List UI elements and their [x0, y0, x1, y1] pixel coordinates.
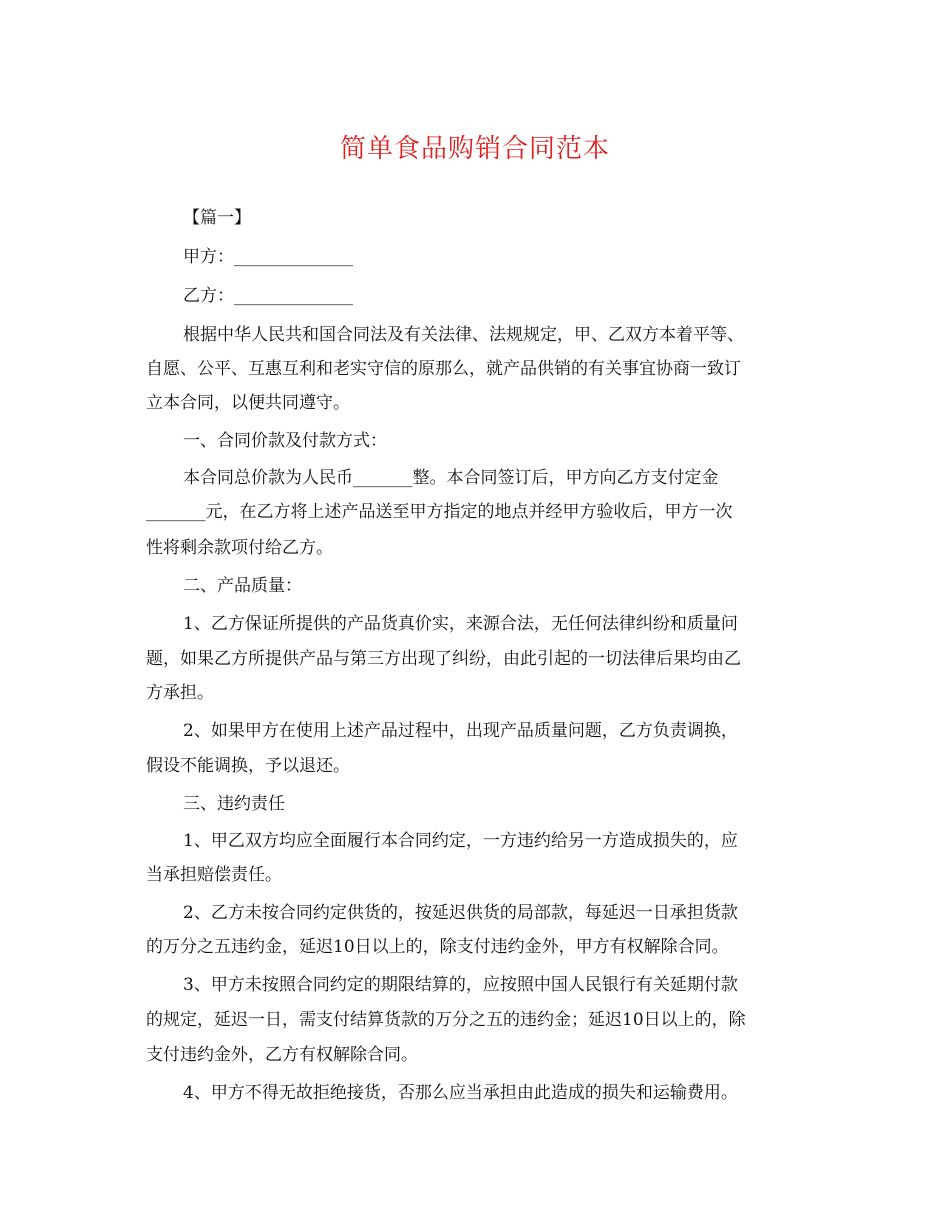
- paragraph-line: 性将剩余款项付给乙方。: [146, 538, 333, 558]
- paragraph-line: 当承担赔偿责任。: [146, 865, 282, 885]
- clause-heading-price: 一、合同价款及付款方式：: [183, 431, 387, 451]
- paragraph-line: 立本合同，以便共同遵守。: [146, 393, 350, 413]
- document-title: 简单食品购销合同范本: [339, 134, 610, 164]
- paragraph-line: 1、甲乙双方均应全面履行本合同约定，一方违约给另一方造成损失的，应: [183, 831, 738, 851]
- party-b-line: 乙方：______________: [183, 286, 353, 306]
- paragraph-line: 的规定，延迟一日，需支付结算货款的万分之五的违约金；延迟10日以上的，除: [146, 1010, 746, 1030]
- paragraph-line: 方承担。: [146, 683, 214, 703]
- paragraph-line: 本合同总价款为人民币_______整。本合同签订后，甲方向乙方支付定金: [183, 468, 719, 488]
- paragraph-line: 自愿、公平、互惠互利和老实守信的原那么，就产品供销的有关事宜协商一致订: [146, 359, 741, 379]
- paragraph-line: 2、如果甲方在使用上述产品过程中，出现产品质量问题，乙方负责调换，: [183, 721, 738, 741]
- paragraph-line: 4、甲方不得无故拒绝接货，否那么应当承担由此造成的损失和运输费用。: [183, 1083, 738, 1103]
- paragraph-line: 2、乙方未按合同约定供货的，按延迟供货的局部款，每延迟一日承担货款: [183, 903, 738, 923]
- paragraph-line: 根据中华人民共和国合同法及有关法律、法规规定，甲、乙双方本着平等、: [183, 325, 744, 345]
- paragraph-line: 支付违约金外，乙方有权解除合同。: [146, 1045, 418, 1065]
- clause-heading-breach: 三、违约责任: [183, 794, 285, 814]
- section-heading-part1: 【篇一】: [183, 208, 251, 228]
- paragraph-line: 3、甲方未按照合同约定的期限结算的，应按照中国人民银行有关延期付款: [183, 975, 738, 995]
- paragraph-line: 1、乙方保证所提供的产品货真价实，来源合法，无任何法律纠纷和质量问: [183, 614, 738, 634]
- paragraph-line: 的万分之五违约金，延迟10日以上的，除支付违约金外，甲方有权解除合同。: [146, 937, 729, 957]
- paragraph-line: 假设不能调换，予以退还。: [146, 756, 350, 776]
- clause-heading-quality: 二、产品质量：: [183, 576, 302, 596]
- party-a-line: 甲方：______________: [183, 247, 353, 267]
- paragraph-line: _______元，在乙方将上述产品送至甲方指定的地点并经甲方验收后，甲方一次: [146, 502, 733, 522]
- paragraph-line: 题，如果乙方所提供产品与第三方出现了纠纷，由此引起的一切法律后果均由乙: [146, 649, 741, 669]
